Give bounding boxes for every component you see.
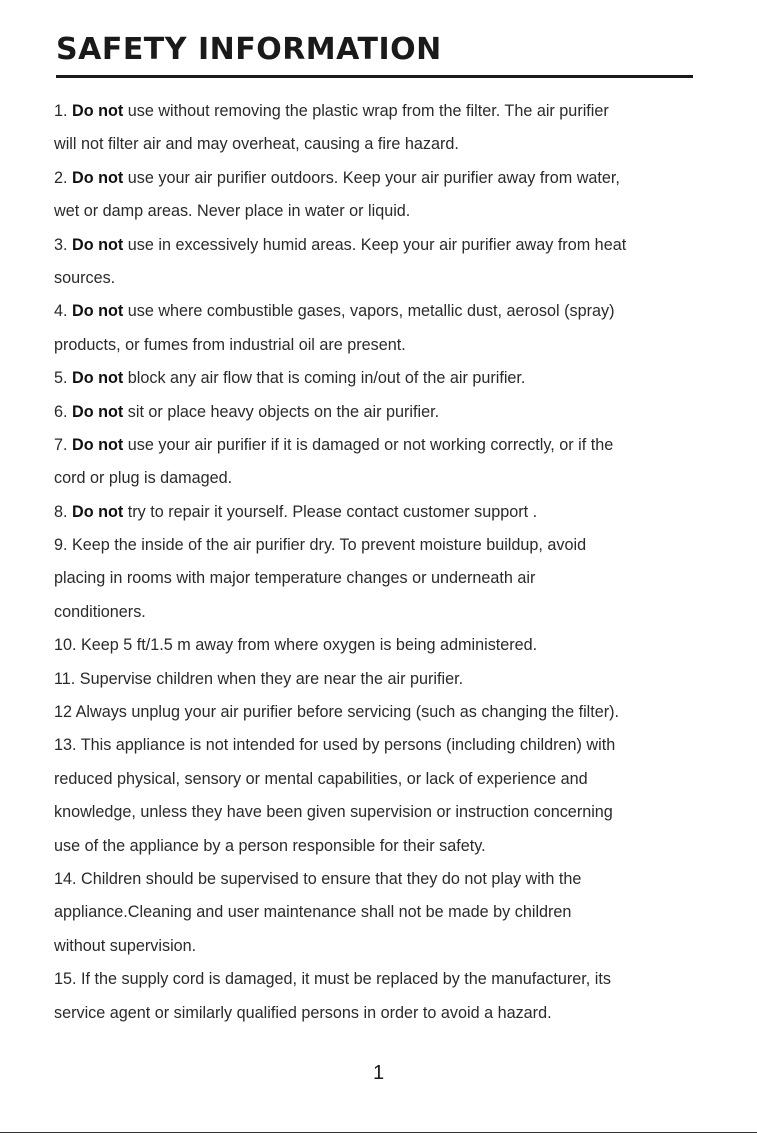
text-line	[54, 596, 744, 629]
text-line	[54, 95, 744, 128]
line-text: try to repair it yourself. Please contact customer support .	[123, 502, 538, 521]
item-number: 5.	[54, 369, 72, 388]
line-text: sources.	[54, 268, 116, 287]
text-line	[54, 295, 744, 328]
line-text: block any air flow that is coming in/out of the air purifier.	[123, 369, 526, 388]
line-text: 9. Keep the inside of the air purifier dry. To prevent moisture buildup, avoid	[54, 536, 587, 555]
text-line	[54, 496, 744, 529]
text-line	[54, 696, 744, 729]
line-text: use without removing the plastic wrap from the filter. The air purifier	[123, 102, 609, 120]
line-text: 10. Keep 5 ft/1.5 m away from where oxygen is being administered.	[54, 636, 538, 655]
text-line	[54, 963, 744, 996]
text-line	[54, 562, 744, 595]
item-number: 4.	[54, 302, 72, 321]
item-number: 1.	[54, 102, 72, 120]
text-line	[54, 763, 744, 796]
warning-emphasis: Do not	[72, 402, 124, 421]
text-line	[54, 396, 744, 429]
text-line	[54, 663, 744, 696]
text-line	[54, 362, 744, 395]
text-line	[54, 195, 744, 228]
text-line	[54, 462, 744, 495]
line-text: products, or fumes from industrial oil are present.	[54, 335, 406, 354]
warning-emphasis: Do not	[72, 435, 124, 454]
text-line	[54, 229, 744, 262]
line-text: use where combustible gases, vapors, metallic dust, aerosol (spray)	[123, 302, 615, 321]
warning-emphasis: Do not	[72, 369, 124, 388]
text-line	[54, 262, 744, 295]
line-text: sit or place heavy objects on the air purifier.	[123, 402, 440, 421]
item-number: 3.	[54, 235, 72, 254]
text-line	[54, 896, 744, 929]
line-text: use of the appliance by a person responsible for their safety.	[54, 836, 486, 855]
line-text: 13. This appliance is not intended for used by persons (including children) with	[54, 736, 616, 755]
line-text: will not filter air and may overheat, causing a fire hazard.	[54, 135, 459, 154]
item-number: 2.	[54, 168, 72, 187]
item-number: 8.	[54, 502, 72, 521]
warning-emphasis: Do not	[72, 502, 124, 521]
text-line	[54, 830, 744, 863]
text-line	[54, 629, 744, 662]
line-text: service agent or similarly qualified persons in order to avoid a hazard.	[54, 1003, 552, 1022]
line-text: appliance.Cleaning and user maintenance shall not be made by children	[54, 903, 572, 922]
line-text: reduced physical, sensory or mental capabilities, or lack of experience and	[54, 769, 588, 788]
line-text: wet or damp areas. Never place in water or liquid.	[54, 202, 411, 221]
text-line	[54, 329, 744, 362]
line-text: 11. Supervise children when they are near the air purifier.	[54, 669, 464, 688]
text-line	[54, 128, 744, 161]
line-text: 12 Always unplug your air purifier before servicing (such as changing the filter).	[54, 703, 620, 722]
page-title: SAFETY INFORMATION	[56, 32, 442, 67]
line-text: knowledge, unless they have been given supervision or instruction concerning	[54, 803, 613, 822]
line-text: conditioners.	[54, 602, 146, 621]
text-line	[54, 863, 744, 896]
item-number: 6.	[54, 402, 72, 421]
page-bottom-border	[0, 1132, 757, 1133]
warning-emphasis: Do not	[72, 102, 124, 120]
line-text: placing in rooms with major temperature changes or underneath air	[54, 569, 536, 588]
text-line	[54, 930, 744, 963]
line-text: use your air purifier outdoors. Keep your air purifier away from water,	[123, 168, 620, 187]
warning-emphasis: Do not	[72, 302, 124, 321]
line-text: use your air purifier if it is damaged or not working correctly, or if the	[123, 435, 614, 454]
item-number: 7.	[54, 435, 72, 454]
warning-emphasis: Do not	[72, 168, 124, 187]
warning-emphasis: Do not	[72, 235, 124, 254]
line-text: 14. Children should be supervised to ensure that they do not play with the	[54, 869, 582, 888]
text-line	[54, 997, 744, 1030]
line-text: without supervision.	[54, 936, 197, 955]
text-line	[54, 429, 744, 462]
line-text: 15. If the supply cord is damaged, it must be replaced by the manufacturer, its	[54, 970, 611, 989]
line-text: use in excessively humid areas. Keep your air purifier away from heat	[123, 235, 627, 254]
title-underline	[56, 75, 693, 78]
text-line	[54, 529, 744, 562]
line-text: cord or plug is damaged.	[54, 469, 233, 488]
text-line	[54, 796, 744, 829]
page-number: 1	[372, 1062, 385, 1084]
safety-list	[54, 95, 744, 1030]
text-line	[54, 729, 744, 762]
text-line	[54, 162, 744, 195]
